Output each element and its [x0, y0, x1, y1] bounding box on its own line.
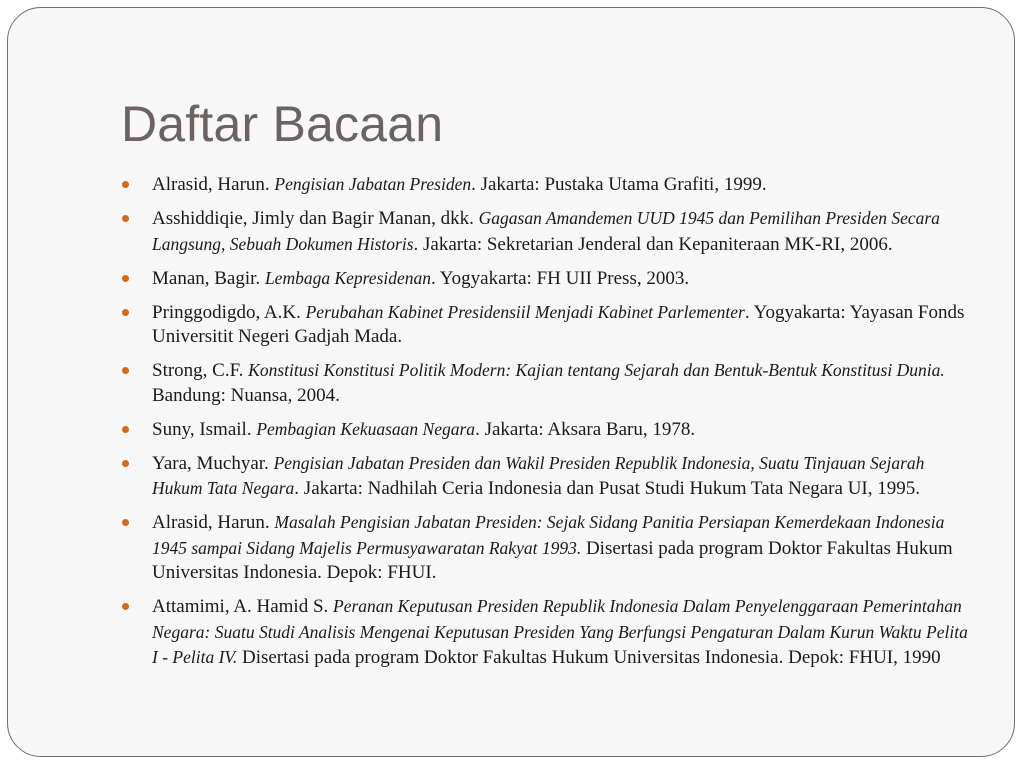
reference-publication: . Yogyakarta: FH UII Press, 2003.	[431, 267, 690, 289]
reference-title: Pembagian Kekuasaan Negara	[256, 418, 476, 439]
reference-author: Suny, Ismail.	[152, 418, 257, 440]
reference-title: Konstitusi Konstitusi Politik Modern: Kajian tentang Sejarah dan Bentuk-Bentuk Konstitusi Dunia.	[248, 360, 945, 380]
reference-publication: Bandung: Nuansa, 2004.	[152, 384, 340, 406]
reference-list	[122, 172, 972, 679]
reference-item	[122, 510, 972, 586]
reference-author: Pringgodigdo, A.K.	[152, 301, 306, 323]
bullet-icon	[122, 181, 129, 188]
reference-item	[122, 451, 972, 502]
reference-item	[122, 594, 972, 671]
reference-title: Perubahan Kabinet Presidensiil Menjadi Kabinet Parlementer	[305, 301, 745, 322]
bullet-icon	[122, 275, 129, 282]
reference-item	[122, 358, 972, 408]
slide-frame	[7, 7, 1015, 757]
bullet-icon	[122, 367, 129, 374]
reference-publication: . Jakarta: Nadhilah Ceria Indonesia dan Pusat Studi Hukum Tata Negara UI, 1995.	[294, 478, 920, 499]
reference-author: Alrasid, Harun.	[152, 512, 275, 533]
reference-title: Pengisian Jabatan Presiden dan Wakil Presiden Republik Indonesia, Suatu Tinjauan Sejarah Hukum Tata Negara	[152, 452, 925, 498]
reference-author: Manan, Bagir.	[152, 267, 265, 289]
reference-item	[122, 172, 972, 198]
slide-title: Daftar Bacaan	[121, 96, 444, 152]
bullet-icon	[122, 603, 129, 610]
reference-title: Pengisian Jabatan Presiden	[274, 174, 472, 194]
reference-publication: . Jakarta: Aksara Baru, 1978.	[475, 418, 696, 440]
reference-author: Attamimi, A. Hamid S.	[152, 596, 334, 617]
reference-title: Peranan Keputusan Presiden Republik Indonesia Dalam Penyelenggaraan Pemerintahan Negara: Suatu Studi Analisis Mengenai Keputusan Presiden Yang Berfungsi Pengaturan Dalam Kurun Waktu Pelita I - Pelita IV.	[152, 596, 968, 667]
bullet-icon	[122, 309, 129, 316]
reference-publication: . Jakarta: Sekretarian Jenderal dan Kepaniteraan MK-RI, 2006.	[413, 233, 893, 255]
reference-publication: Disertasi pada program Doktor Fakultas Hukum Universitas Indonesia. Depok: FHUI.	[152, 537, 953, 583]
reference-title: Lembaga Kepresidenan	[264, 267, 432, 288]
reference-item	[122, 300, 972, 350]
reference-author: Alrasid, Harun.	[152, 174, 275, 195]
reference-title: Masalah Pengisian Jabatan Presiden: Sejak Sidang Panitia Persiapan Kemerdekaan Indonesia 1945 sampai Sidang Majelis Permusyawaratan Rakyat 1993.	[152, 512, 945, 558]
reference-item	[122, 417, 972, 443]
reference-publication: . Yogyakarta: Yayasan Fonds Universitit Negeri Gadjah Mada.	[152, 301, 965, 347]
reference-item	[122, 266, 972, 292]
reference-publication: Disertasi pada program Doktor Fakultas Hukum Universitas Indonesia. Depok: FHUI, 1990	[237, 647, 941, 668]
reference-author: Yara, Muchyar.	[152, 452, 274, 474]
bullet-icon	[122, 215, 129, 222]
reference-publication: . Jakarta: Pustaka Utama Grafiti, 1999.	[471, 174, 767, 195]
bullet-icon	[122, 460, 129, 467]
bullet-icon	[122, 519, 129, 526]
reference-author: Strong, C.F.	[152, 360, 249, 381]
bullet-icon	[122, 426, 129, 433]
reference-item	[122, 206, 972, 257]
reference-author: Asshiddiqie, Jimly dan Bagir Manan, dkk.	[152, 208, 479, 229]
reference-title: Gagasan Amandemen UUD 1945 dan Pemilihan Presiden Secara Langsung, Sebuah Dokumen Historis	[152, 208, 940, 254]
